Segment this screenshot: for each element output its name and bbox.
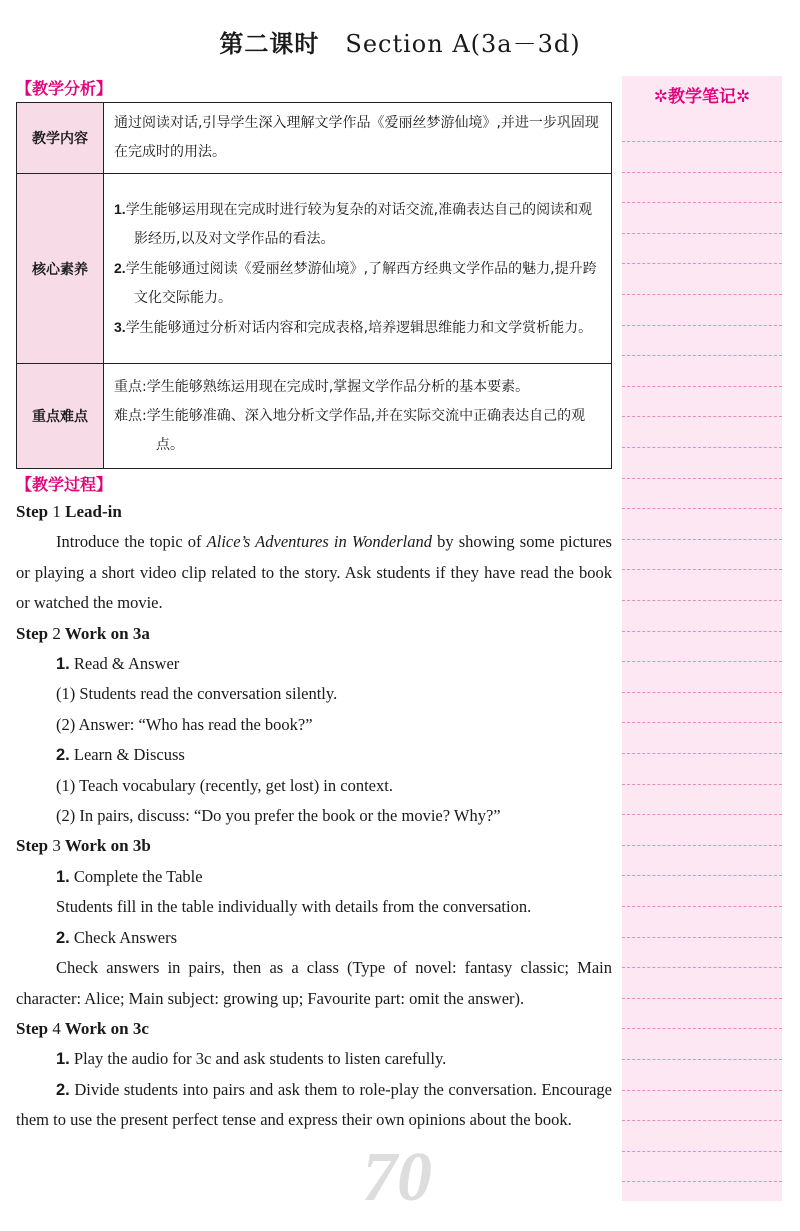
sub-heading: 1. Read & Answer	[56, 654, 180, 674]
notes-line	[622, 569, 782, 570]
notes-line	[622, 1059, 782, 1060]
notes-line	[622, 386, 782, 387]
notes-line	[622, 141, 782, 142]
notes-line	[622, 233, 782, 234]
notes-line	[622, 172, 782, 173]
row-body	[104, 364, 612, 469]
notes-line	[622, 263, 782, 264]
notes-line	[622, 722, 782, 723]
notes-line	[622, 631, 782, 632]
notes-line	[622, 539, 782, 540]
notes-line	[622, 875, 782, 876]
notes-line	[622, 1090, 782, 1091]
row-head: 教学内容	[17, 103, 104, 174]
notes-line	[622, 906, 782, 907]
notes-line	[622, 845, 782, 846]
list-item: (2) In pairs, discuss: “Do you prefer the book or the movie? Why?”	[56, 806, 501, 826]
row-body	[104, 174, 612, 364]
paragraph: 2. Divide students into pairs and ask them to role-play the conversation. Encourage them to use the present perfect tense and express their own opinions about the book.	[16, 1079, 612, 1130]
notes-line	[622, 753, 782, 754]
page-number: 70	[362, 1139, 432, 1216]
paragraph: 1. Play the audio for 3c and ask students to listen carefully.	[56, 1049, 447, 1069]
step-heading: Step 3 Work on 3b	[16, 836, 151, 856]
lesson-title: 第二课时	[219, 29, 320, 58]
notes-line	[622, 1181, 782, 1182]
list-item: 1.学生能够运用现在完成时进行较为复杂的对话交流,准确表达自己的阅读和观影经历,以及对文学作品的看法。	[114, 200, 593, 247]
row-head: 核心素养	[17, 174, 104, 364]
list-item: 2.学生能够通过阅读《爱丽丝梦游仙境》,了解西方经典文学作品的魅力,提升跨文化交际能力。	[114, 259, 597, 306]
notes-line	[622, 784, 782, 785]
sub-heading: 2. Learn & Discuss	[56, 745, 185, 765]
notes-line	[622, 325, 782, 326]
section-title: Section A(3a－3d)	[345, 30, 581, 58]
key-point: 重点:学生能够熟练运用现在完成时,掌握文学作品分析的基本要素。	[114, 378, 530, 395]
page-title	[0, 24, 800, 59]
teaching-process	[16, 497, 612, 1136]
notes-line	[622, 1151, 782, 1152]
notes-line	[622, 478, 782, 479]
notes-line	[622, 692, 782, 693]
content-text: 通过阅读对话,引导学生深入理解文学作品《爱丽丝梦游仙境》,并进一步巩固现在完成时的用法。	[114, 115, 599, 160]
notes-line	[622, 294, 782, 295]
notes-line	[622, 937, 782, 938]
table-row	[17, 174, 612, 364]
notes-line	[622, 1028, 782, 1029]
list-item: 3.学生能够通过分析对话内容和完成表格,培养逻辑思维能力和文学赏析能力。	[114, 318, 593, 336]
notes-line	[622, 600, 782, 601]
process-label: 【教学过程】	[16, 475, 113, 494]
notes-line	[622, 447, 782, 448]
notes-line	[622, 1120, 782, 1121]
table-row	[17, 364, 612, 469]
analysis-label: 【教学分析】	[16, 79, 113, 98]
list-item: (1) Students read the conversation silently.	[56, 684, 338, 704]
analysis-table	[16, 102, 612, 469]
notes-line	[622, 998, 782, 999]
list-item: Students fill in the table individually with details from the conversation.	[56, 897, 532, 917]
notes-title: ✲教学笔记✲	[653, 87, 751, 107]
notes-line	[622, 202, 782, 203]
sub-heading: 1. Complete the Table	[56, 866, 203, 886]
table-row	[17, 103, 612, 174]
notes-line	[622, 967, 782, 968]
difficult-point: 难点:学生能够准确、深入地分析文学作品,并在实际交流中正确表达自己的观点。	[114, 407, 586, 453]
step-heading: Step 1 Lead-in	[16, 502, 122, 521]
row-head: 重点难点	[17, 364, 104, 469]
notes-panel	[622, 76, 782, 1201]
notes-line	[622, 814, 782, 815]
list-item: (2) Answer: “Who has read the book?”	[56, 714, 313, 734]
notes-line	[622, 355, 782, 356]
notes-line	[622, 508, 782, 509]
row-body	[104, 103, 612, 174]
list-item: (1) Teach vocabulary (recently, get lost) in context.	[56, 775, 393, 795]
notes-line	[622, 416, 782, 417]
step-heading: Step 4 Work on 3c	[16, 1018, 149, 1038]
sub-heading: 2. Check Answers	[56, 927, 177, 947]
paragraph: Introduce the topic of Alice’s Adventures in Wonderland by showing some pictures or playing a short video clip related to the story. Ask students if they have read the book or watched the movie.	[16, 532, 612, 613]
step-heading: Step 2 Work on 3a	[16, 623, 150, 643]
paragraph: Check answers in pairs, then as a class (Type of novel: fantasy classic; Main character: Alice; Main subject: growing up; Favourite part: omit the answer).	[16, 958, 612, 1008]
notes-line	[622, 661, 782, 662]
